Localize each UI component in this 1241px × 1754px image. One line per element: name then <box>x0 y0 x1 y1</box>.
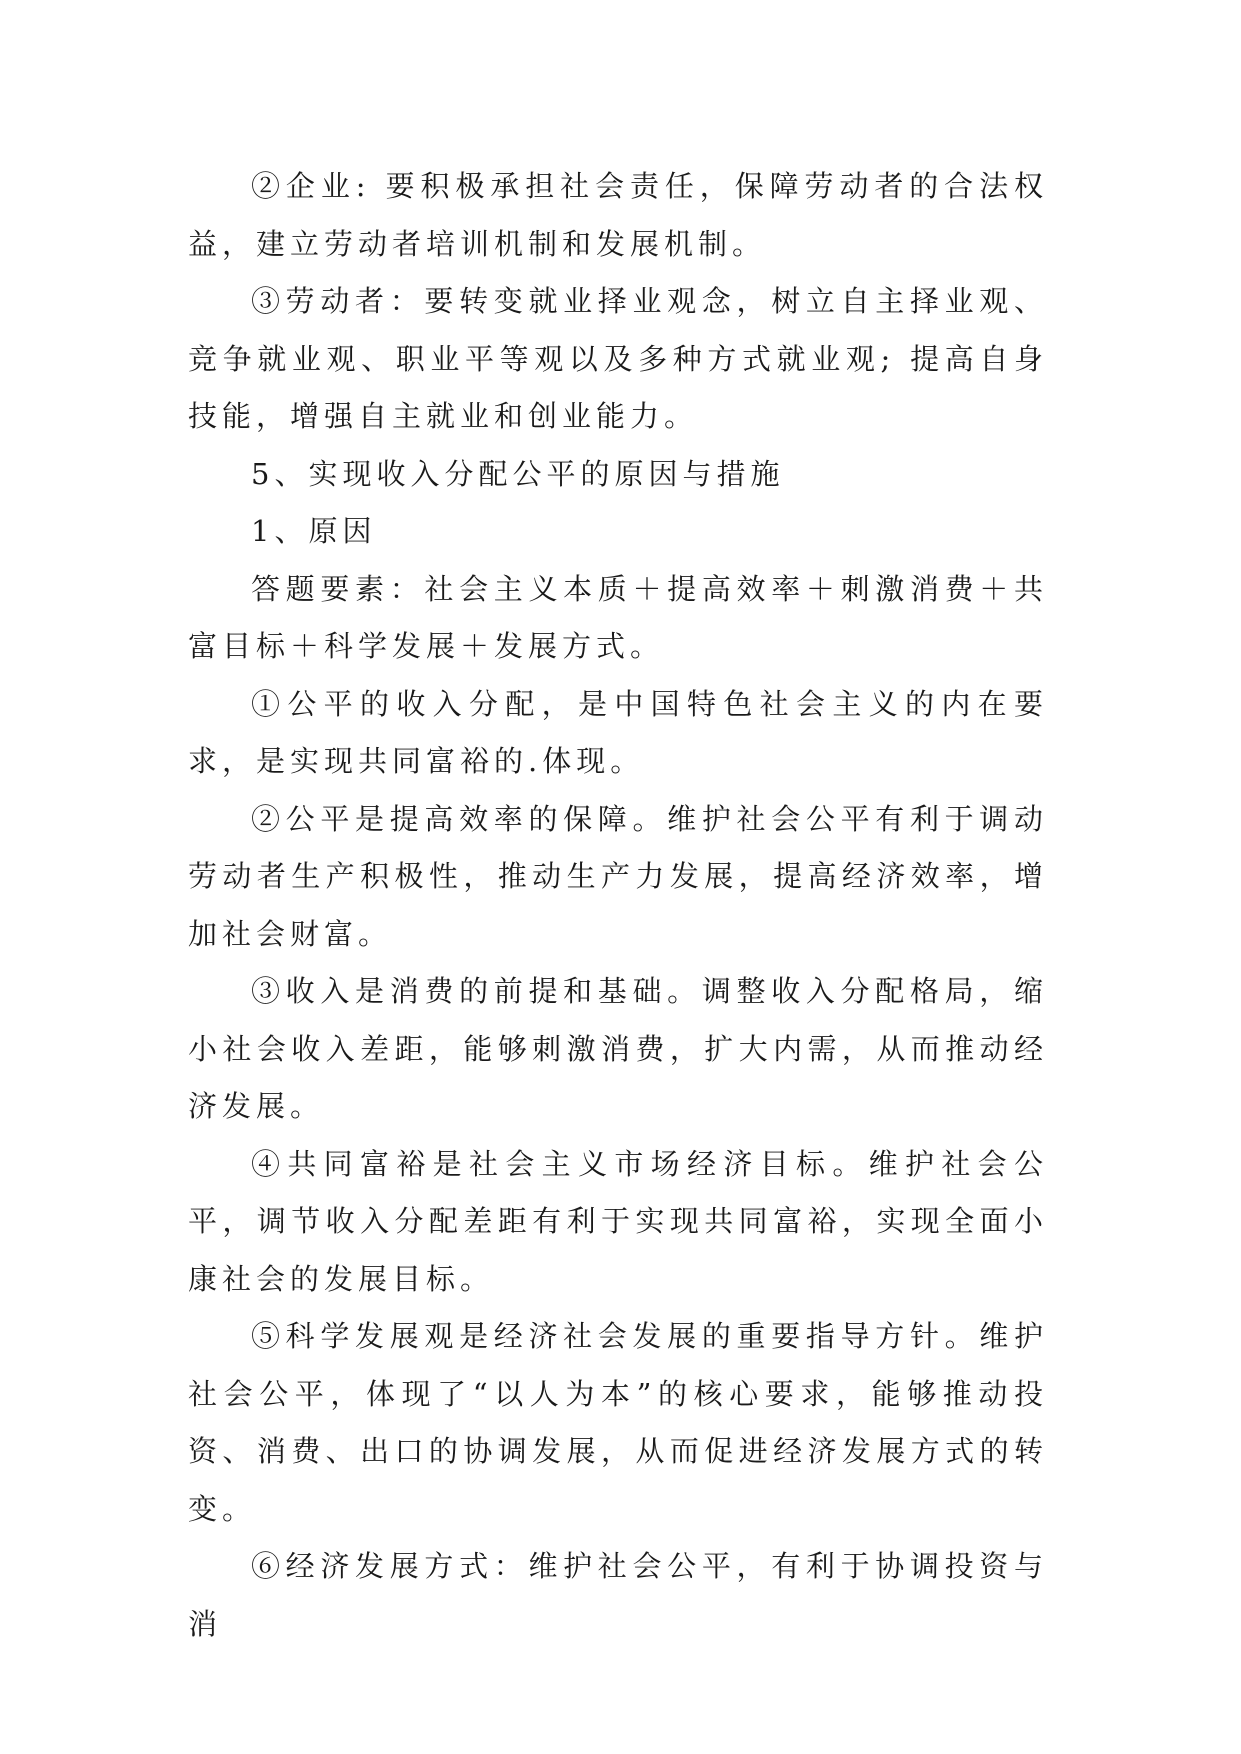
paragraph-reason-3: ③收入是消费的前提和基础。调整收入分配格局，缩小社会收入差距，能够刺激消费，扩大内需，从而推动经济发展。 <box>188 974 1048 1123</box>
paragraph-worker: ③劳动者：要转变就业择业观念，树立自主择业观、竞争就业观、职业平等观以及多种方式就业观; 提高自身技能，增强自主就业和创业能力。 <box>188 284 1048 433</box>
document-body <box>188 158 1048 1653</box>
section-heading-income-fairness: 5、实现收入分配公平的原因与措施 <box>251 456 785 491</box>
paragraph-reason-5: ⑤科学发展观是经济社会发展的重要指导方针。维护社会公平，体现了“以人为本”的核心要求，能够推动投资、消费、出口的协调发展，从而促进经济发展方式的转变。 <box>188 1319 1048 1526</box>
paragraph-reason-1: ①公平的收入分配，是中国特色社会主义的内在要求，是实现共同富裕的.体现。 <box>188 686 1048 778</box>
paragraph-reason-4: ④共同富裕是社会主义市场经济目标。维护社会公平，调节收入分配差距有利于实现共同富裕，实现全面小康社会的发展目标。 <box>188 1146 1048 1296</box>
paragraph-answer-elements: 答题要素：社会主义本质＋提高效率＋刺激消费＋共富目标＋科学发展＋发展方式。 <box>188 571 1048 663</box>
paragraph-reason-6: ⑥经济发展方式：维护社会公平，有利于协调投资与消 <box>188 1549 1048 1641</box>
paragraph-reason-2: ②公平是提高效率的保障。维护社会公平有利于调动劳动者生产积极性，推动生产力发展，提高经济效率，增加社会财富。 <box>188 801 1048 951</box>
subsection-heading-reasons: 1、原因 <box>251 514 377 548</box>
paragraph-enterprise: ②企业: 要积极承担社会责任，保障劳动者的合法权益，建立劳动者培训机制和发展机制。 <box>188 169 1048 261</box>
